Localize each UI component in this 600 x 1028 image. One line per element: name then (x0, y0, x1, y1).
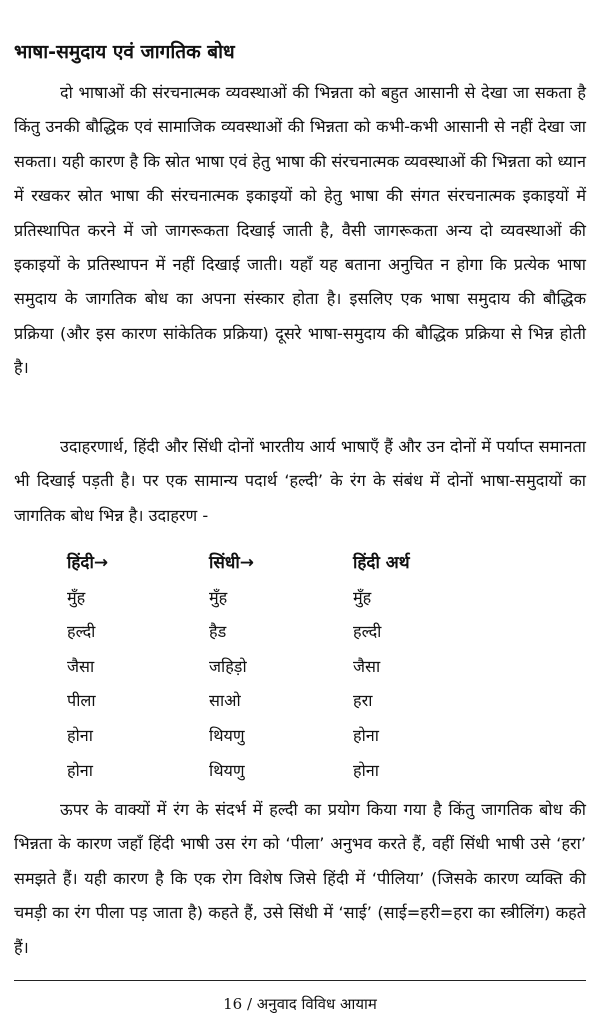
table-cell: हैड (209, 622, 227, 642)
table-cell: जहिड़ो (209, 656, 247, 676)
paragraph-text: उदाहरणार्थ, हिंदी और सिंधी दोनों भारतीय आर्य भाषाएँ हैं और उन दोनों में पर्याप्त समानता भी दिखाई पड़ती है। पर एक सामान्य पदार्थ ‘हल्दी’ के रंग के संबंध में दोनों भाषा-समुदायों का जागतिक बोध भिन्न है। उदाहरण - (14, 437, 586, 525)
table-cell: हरा (353, 691, 373, 711)
table-cell: जैसा (67, 656, 95, 676)
paragraph-text: ऊपर के वाक्यों में रंग के संदर्भ में हल्दी का प्रयोग किया गया है किंतु जागतिक बोध की भिन्नता के कारण जहाँ हिंदी भाषी उस रंग को ‘पीला’ अनुभव करते हैं, वहीं सिंधी भाषी उसे ‘हरा’ समझते हैं। यही कारण है कि एक रोग विशेष जिसे हिंदी में ‘पीलिया’ (जिसके कारण व्यक्ति की चमड़ी का रंग पीला पड़ जाता है) कहते हैं, उसे सिंधी में ‘साई’ (साई=हरी=हरा का स्त्रीलिंग) कहते हैं। (14, 800, 586, 957)
footer-divider (14, 980, 586, 981)
paragraph-structural-difference (14, 76, 586, 386)
paragraph-hindi-sindhi-example (14, 430, 586, 533)
table-cell: मुँह (353, 587, 372, 607)
table-cell: हल्दी (67, 622, 96, 642)
paragraph-text: दो भाषाओं की संरचनात्मक व्यवस्थाओं की भिन्नता को बहुत आसानी से देखा जा सकता है किंतु उनकी बौद्धिक एवं सामाजिक व्यवस्थाओं की भिन्नता को कभी-कभी आसानी से नहीं देखा जा सकता। यही कारण है कि स्रोत भाषा एवं हेतु भाषा की संरचनात्मक व्यवस्थाओं की भिन्नता को ध्यान में रखकर स्रोत भाषा की संरचनात्मक इकाइयों को हेतु भाषा की संगत संरचनात्मक इकाइयों में प्रतिस्थापित करने में जो जागरूकता दिखाई जाती है, वैसी जागरूकता अन्य दो व्यवस्थाओं की इकाइयों के प्रतिस्थापन में नहीं दिखाई जाती। यहाँ यह बताना अनुचित न होगा कि प्रत्येक भाषा समुदाय के जागतिक बोध का अपना संस्कार होता है। इसलिए एक भाषा समुदाय की बौद्धिक प्रक्रिया (और इस कारण सांकेतिक प्रक्रिया) दूसरे भाषा-समुदाय की बौद्धिक प्रक्रिया से भिन्न होती है। (14, 83, 586, 378)
table-cell: पीला (67, 691, 96, 711)
column-header-hindi: हिंदी→ (67, 553, 109, 573)
table-cell: जैसा (353, 656, 381, 676)
table-cell: होना (353, 725, 379, 745)
paragraph-color-perception (14, 793, 586, 965)
column-header-hindi-meaning: हिंदी अर्थ (353, 553, 410, 573)
table-cell: होना (67, 760, 93, 780)
table-cell: होना (353, 760, 379, 780)
column-header-sindhi: सिंधी→ (209, 553, 254, 573)
table-cell: होना (67, 725, 93, 745)
table-cell: मुँह (209, 587, 228, 607)
section-heading: भाषा-समुदाय एवं जागतिक बोध (14, 41, 235, 63)
table-cell: थियणु (209, 760, 245, 780)
table-cell: मुँह (67, 587, 86, 607)
page-footer: 16 / अनुवाद विविध आयाम (223, 995, 377, 1013)
table-cell: हल्दी (353, 622, 382, 642)
table-cell: साओ (209, 691, 241, 711)
table-cell: थियणु (209, 725, 245, 745)
